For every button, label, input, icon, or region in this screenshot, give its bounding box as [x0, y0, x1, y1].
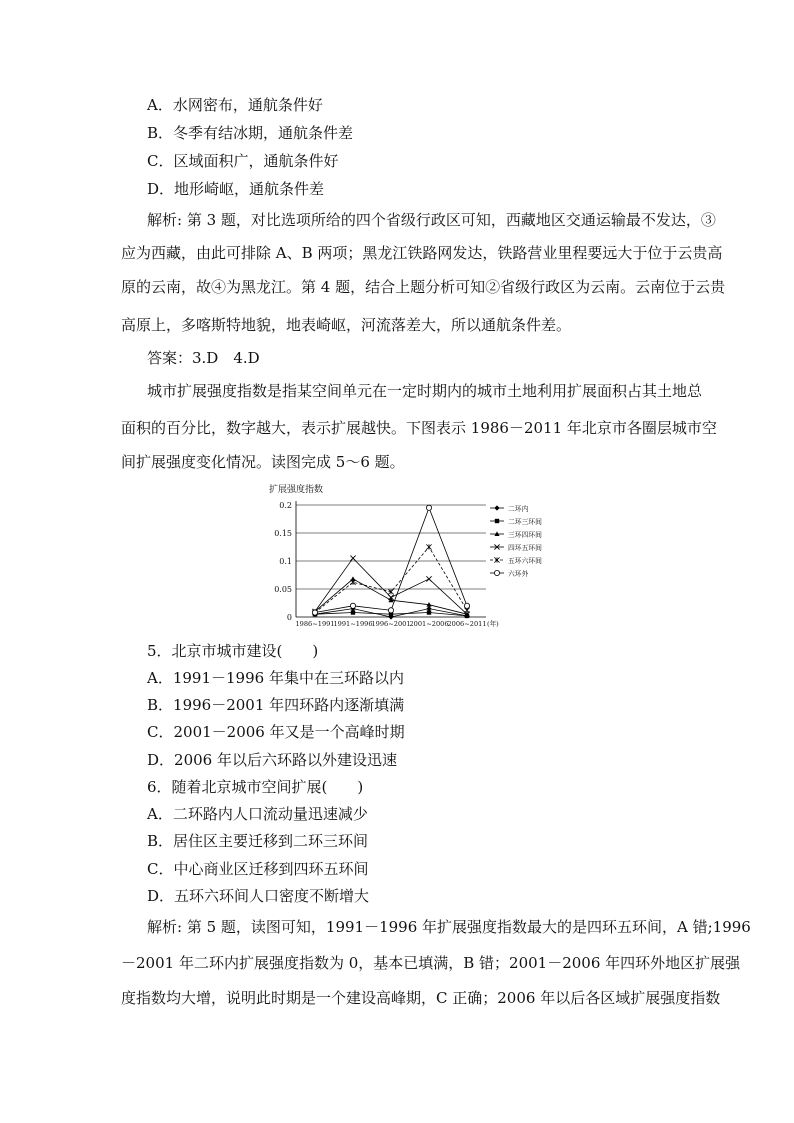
- q5-option-a: A．1991－1996 年集中在三环路以内: [147, 669, 404, 687]
- legend-marker: [494, 570, 499, 575]
- y-tick-label: 0: [286, 613, 292, 622]
- legend-label: 六环外: [508, 570, 529, 578]
- expansion-chart: [268, 478, 558, 628]
- q6-option-c: C．中心商业区迁移到四环五环间: [147, 860, 369, 878]
- intro-line: 面积的百分比，数字越大，表示扩展越快。下图表示 1986－2011 年北京市各圈层城市空: [121, 419, 717, 437]
- y-tick-label: 0.05: [274, 585, 292, 594]
- data-point: [426, 505, 431, 510]
- analysis1-line: 解析: 第 3 题，对比选项所给的四个省级行政区可知，西藏地区交通运输最不发达，③: [147, 211, 716, 229]
- x-tick-label: 2006~2011: [447, 620, 487, 628]
- data-point: [350, 556, 355, 561]
- data-point: [388, 589, 393, 594]
- analysis1-line: 高原上，多喀斯特地貌，地表崎岖，河流落差大，所以通航条件差。: [121, 316, 572, 334]
- data-point: [426, 576, 431, 581]
- q6-stem: 6．随着北京城市空间扩展( ): [147, 778, 364, 796]
- q4-option-b: B．冬季有结冰期，通航条件差: [147, 124, 354, 142]
- legend-item: [490, 517, 542, 526]
- legend-item: [490, 569, 529, 578]
- analysis2-line: 度指数均大增，说明此时期是一个建设高峰期，C 正确；2006 年以后各区域扩展强度指数: [121, 989, 721, 1007]
- q6-option-a: A．二环路内人口流动量迅速减少: [147, 805, 368, 823]
- y-tick-label: 0.15: [274, 529, 292, 538]
- data-point: [388, 598, 393, 603]
- answer-line: 答案：3.D 4.D: [147, 349, 260, 367]
- legend-item: [490, 530, 542, 539]
- data-point: [426, 544, 431, 549]
- q4-option-a: A．水网密布，通航条件好: [147, 96, 323, 114]
- legend-label: 四环五环间: [508, 544, 542, 552]
- q4-option-c: C．区域面积广，通航条件好: [147, 152, 339, 170]
- q6-option-d: D．五环六环间人口密度不断增大: [147, 887, 370, 905]
- series-line: [315, 558, 467, 614]
- legend-item: [490, 504, 529, 513]
- data-point: [427, 610, 431, 614]
- q5-stem: 5．北京市城市建设( ): [147, 642, 319, 660]
- legend-label: 二环三环间: [508, 518, 542, 526]
- x-unit-label: (年): [487, 620, 499, 628]
- legend-label: 三环四环间: [508, 531, 542, 539]
- legend-marker: [495, 519, 499, 523]
- q5-option-c: C．2001－2006 年又是一个高峰时期: [147, 723, 405, 741]
- analysis2-line: 解析: 第 5 题，读图可知，1991－1996 年扩展强度指数最大的是四环五环间，A 错;1996: [147, 918, 751, 936]
- q5-option-b: B．1996－2001 年四环路内逐渐填满: [147, 696, 405, 714]
- q4-option-d: D．地形崎岖，通航条件差: [147, 180, 325, 198]
- intro-line: 城市扩展强度指数是指某空间单元在一定时期内的城市土地利用扩展面积占其土地总: [147, 382, 703, 400]
- analysis1-line: 原的云南，故④为黑龙江。第 4 题，结合上题分析可知②省级行政区为云南。云南位于云贵: [121, 278, 726, 296]
- y-tick-label: 0.1: [279, 557, 292, 566]
- data-point: [312, 610, 317, 615]
- q5-option-d: D．2006 年以后六环路以外建设迅速: [147, 751, 397, 769]
- analysis1-line: 应为西藏，由此可排除 A、B 两项；黑龙江铁路网发达，铁路营业里程要远大于位于云贵高: [121, 244, 723, 262]
- q6-option-b: B．居住区主要迁移到二环三环间: [147, 832, 369, 850]
- intro-line: 间扩展强度变化情况。读图完成 5～6 题。: [121, 453, 405, 471]
- x-tick-label: 1991~1996: [333, 620, 373, 628]
- legend-label: 二环内: [508, 505, 529, 513]
- data-point: [388, 608, 393, 613]
- y-tick-label: 0.2: [279, 501, 292, 510]
- data-point: [350, 603, 355, 608]
- x-tick-label: 1986~1991: [295, 620, 335, 628]
- legend-item: [490, 556, 542, 565]
- data-point: [351, 610, 355, 614]
- x-tick-label: 1996~2001: [371, 620, 411, 628]
- x-tick-label: 2001~2006: [409, 620, 449, 628]
- legend-label: 五环六环间: [508, 557, 542, 565]
- chart-ylabel: 扩展强度指数: [269, 485, 324, 495]
- legend-marker: [494, 505, 499, 510]
- legend-item: [490, 543, 542, 552]
- analysis2-line: －2001 年二环内扩展强度指数为 0，基本已填满，B 错；2001－2006 年四环外地区扩展强: [121, 954, 741, 972]
- data-point: [350, 580, 355, 585]
- series-5: [312, 544, 469, 615]
- data-point: [464, 603, 469, 608]
